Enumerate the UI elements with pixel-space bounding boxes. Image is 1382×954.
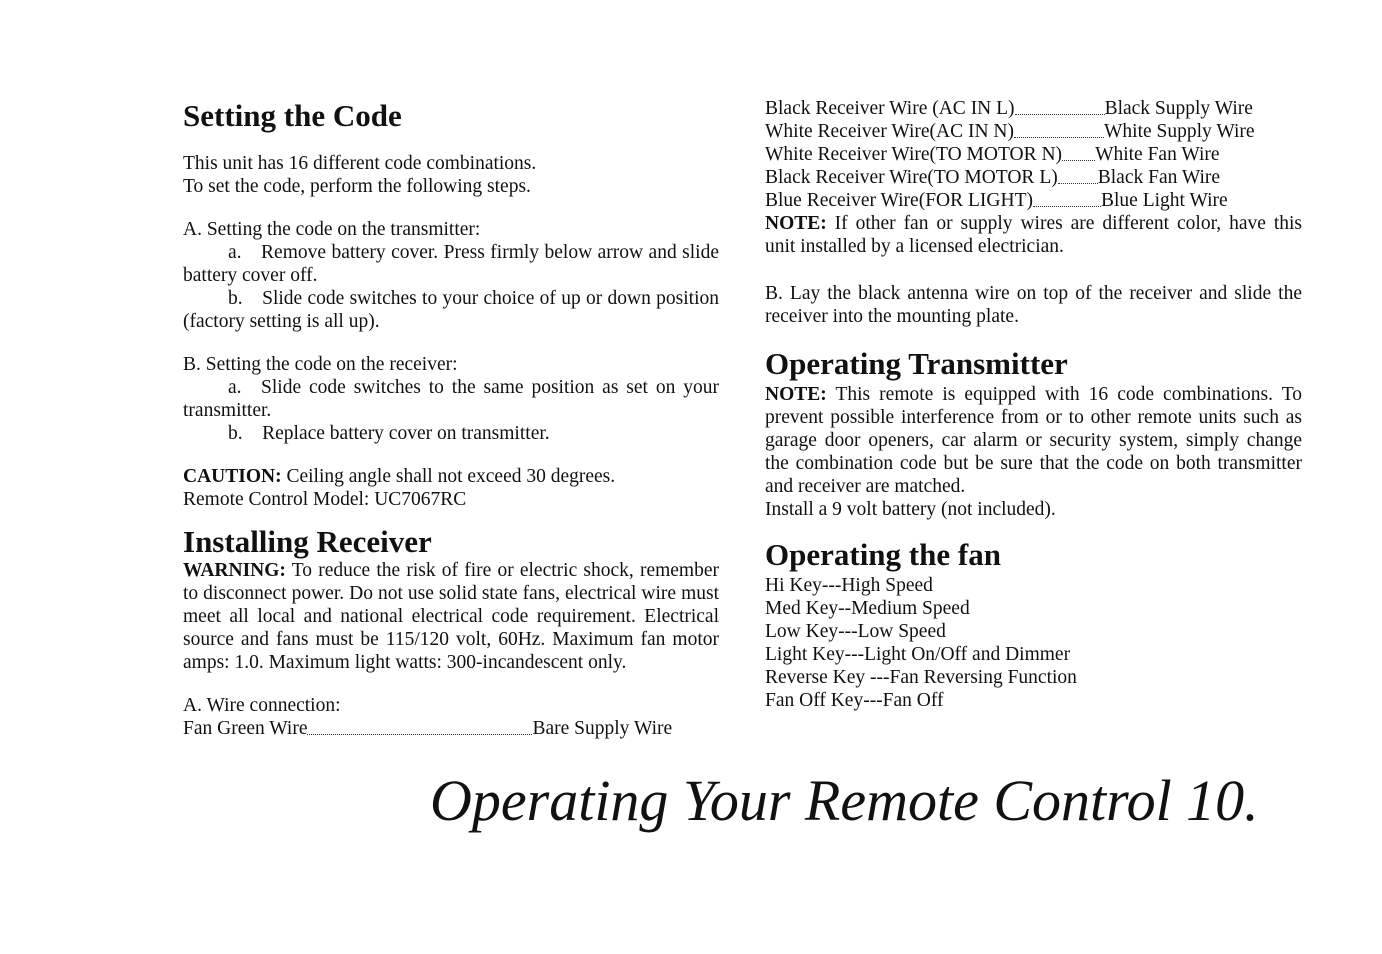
dotted-leader (1015, 114, 1105, 115)
wire-from: Black Receiver Wire(TO MOTOR L) (765, 167, 1058, 188)
note-text: This remote is equipped with 16 code combinations. To prevent possible interference from or to other remote units such as garage door openers, car alarm or security system, simply change the combination code but be sure that the code on both transmitter and receiver are matched. (765, 384, 1302, 497)
caution-line (183, 465, 719, 488)
warning-label: WARNING: (183, 560, 286, 581)
wire-from: Fan Green Wire (183, 718, 308, 739)
wire-connection-heading: A. Wire connection: (183, 695, 341, 716)
wire-row (765, 166, 1302, 189)
wire-row (765, 143, 1302, 166)
dotted-leader (1033, 206, 1101, 207)
operating-transmitter-body (765, 383, 1302, 521)
setting-code-intro-1: This unit has 16 different code combinations. (183, 153, 537, 174)
wire-note (765, 212, 1302, 258)
transmitter-step-a: a. Remove battery cover. Press firmly below arrow and slide battery cover off. (183, 242, 719, 286)
wire-row (765, 120, 1302, 143)
wire-to: Black Fan Wire (1097, 167, 1221, 188)
model-line: Remote Control Model: UC7067RC (183, 489, 467, 510)
wire-from: White Receiver Wire(AC IN N) (765, 121, 1015, 142)
warning-text: To reduce the risk of fire or electric shock, remember to disconnect power. Do not use solid state fans, electrical wire must meet all local and national electrical code requirement. Electrical source and fans must be 115/120 volt, 60Hz. Maximum fan motor amps: 1.0. Maximum light watts: 300-incandescent only. (183, 560, 719, 673)
wire-to: Blue Light Wire (1100, 190, 1228, 211)
operating-fan-heading: Operating the fan (765, 537, 1001, 572)
list-item: Reverse Key ---Fan Reversing Function (765, 667, 1077, 688)
wire-to: Black Supply Wire (1104, 98, 1253, 119)
installing-receiver-heading: Installing Receiver (183, 524, 432, 559)
battery-line: Install a 9 volt battery (not included). (765, 499, 1056, 520)
transmitter-step-b: b. Slide code switches to your choice of up or down position (factory setting is all up). (183, 288, 719, 332)
page-title: Operating Your Remote Control 10. (430, 768, 1259, 833)
wire-from: White Receiver Wire(TO MOTOR N) (765, 144, 1063, 165)
list-item: Light Key---Light On/Off and Dimmer (765, 644, 1071, 665)
receiver-step-b: b. Replace battery cover on transmitter. (228, 423, 550, 444)
wire-to: White Supply Wire (1104, 121, 1255, 142)
dotted-leader (1062, 160, 1095, 161)
note-text: If other fan or supply wires are different color, have this unit installed by a licensed electrician. (765, 213, 1302, 257)
wire-row (183, 717, 719, 740)
transmitter-heading: A. Setting the code on the transmitter: (183, 219, 481, 240)
transmitter-note (765, 383, 1302, 498)
wire-row (765, 97, 1302, 120)
setting-code-intro-2: To set the code, perform the following steps. (183, 176, 531, 197)
wire-from: Black Receiver Wire (AC IN L) (765, 98, 1015, 119)
dotted-leader (307, 734, 532, 735)
wire-to: Bare Supply Wire (532, 718, 673, 739)
dotted-leader (1014, 137, 1104, 138)
note-label: NOTE: (765, 213, 827, 234)
list-item: Fan Off Key---Fan Off (765, 690, 944, 711)
warning-paragraph (183, 559, 719, 674)
list-item: Low Key---Low Speed (765, 621, 946, 642)
wire-row (765, 189, 1302, 212)
fan-key-list (765, 574, 1302, 712)
caution-text: Ceiling angle shall not exceed 30 degrees. (281, 466, 616, 487)
operating-transmitter-heading: Operating Transmitter (765, 346, 1068, 381)
wire-from: Blue Receiver Wire(FOR LIGHT) (765, 190, 1033, 211)
receiver-heading: B. Setting the code on the receiver: (183, 354, 458, 375)
installing-receiver-body (183, 559, 719, 740)
caution-label: CAUTION: (183, 466, 282, 487)
dotted-leader (1058, 183, 1098, 184)
setting-code-heading: Setting the Code (183, 98, 402, 133)
wire-list (765, 97, 1302, 328)
receiver-step-a: a. Slide code switches to the same position as set on your transmitter. (183, 377, 719, 421)
wire-to: White Fan Wire (1095, 144, 1220, 165)
list-item: Med Key--Medium Speed (765, 598, 970, 619)
note-label: NOTE: (765, 384, 827, 405)
list-item: Hi Key---High Speed (765, 575, 933, 596)
antenna-paragraph: B. Lay the black antenna wire on top of the receiver and slide the receiver into the mounting plate. (765, 283, 1302, 327)
setting-code-body (183, 152, 719, 511)
